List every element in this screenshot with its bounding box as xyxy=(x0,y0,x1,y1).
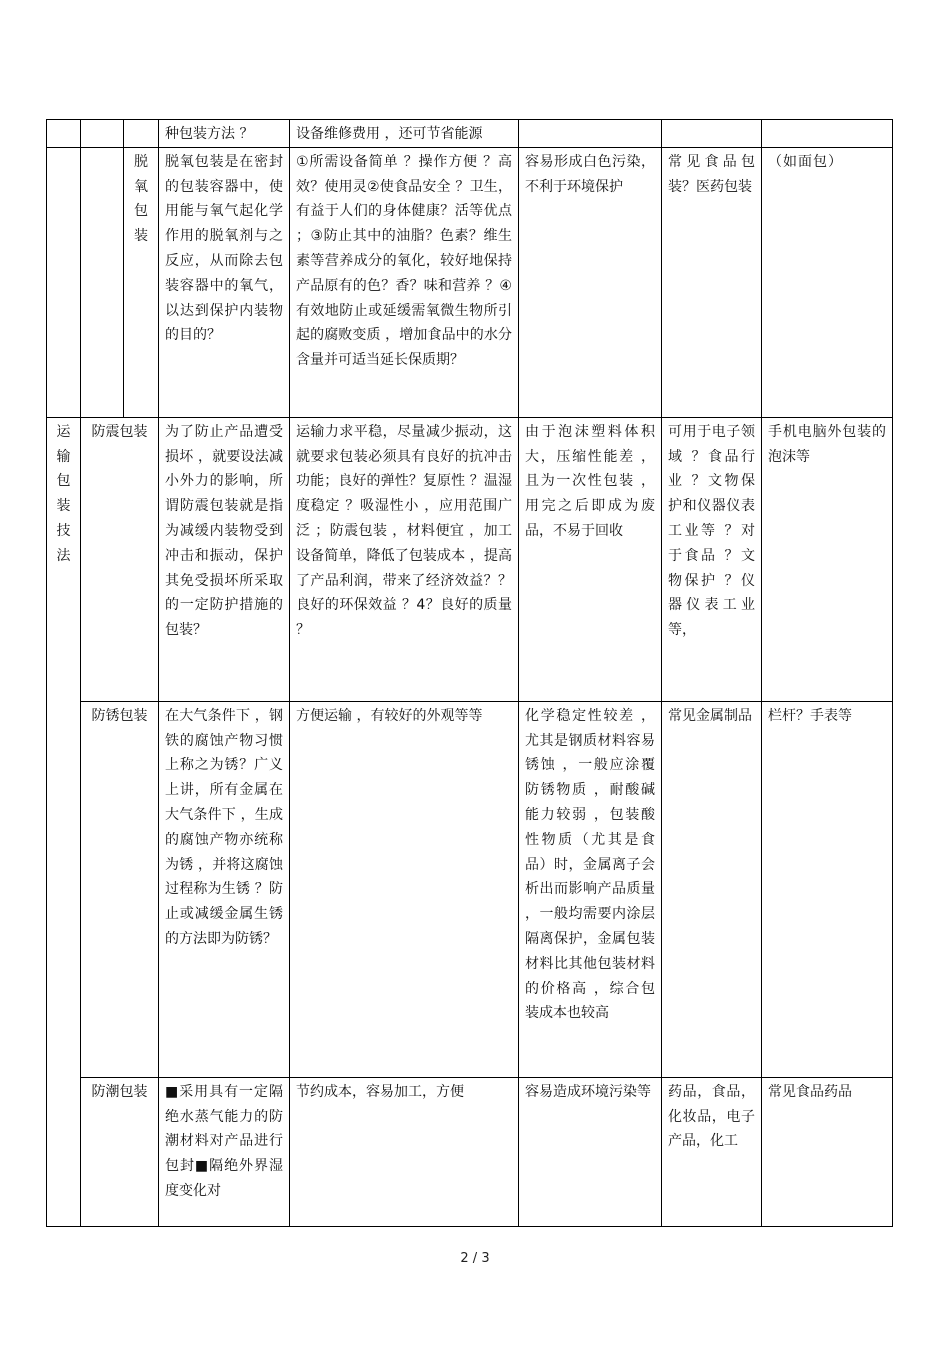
table-row xyxy=(47,417,893,701)
table-row xyxy=(47,1077,893,1226)
disadvantages-cell: 由于泡沫塑料体积大，压缩性能差 ，且为一次性包装 ，用完之后即成为废品，不易于回收 xyxy=(519,417,662,701)
table-cell xyxy=(47,147,81,417)
page-number: 2 / 3 xyxy=(460,1251,490,1266)
method-name-cell xyxy=(124,147,159,417)
disadvantages-cell: 化学稳定性较差 ，尤其是钢质材料容易锈蚀 ，一般应涂覆防锈物质 ，耐酸碱能力较弱 ，包装酸性物质（尤其是食品）时，金属离子会析出而影响产品质量 ，一般均需要内涂层隔离保护，金属包装材料比其他包装材料的价格高 ，综合包装成本也较高 xyxy=(519,701,662,1077)
table-cell xyxy=(519,120,662,148)
disadvantages-cell: 容易形成白色污染，不利于环境保护 xyxy=(519,147,662,417)
disadvantages-cell: 容易造成环境污染等 xyxy=(519,1077,662,1226)
definition-cell: 脱氧包装是在密封的包装容器中，使用能与氧气起化学作用的脱氧剂与之反应，从而除去包装容器中的氧气，以达到保护内装物的目的？ xyxy=(159,147,290,417)
table-cell xyxy=(47,120,81,148)
method-name-cell: 防震包装 xyxy=(81,417,159,701)
application-cell: 常见金属制品 xyxy=(662,701,762,1077)
example-cell: 栏杆？手表等 xyxy=(762,701,893,1077)
application-cell: 常见食品包装？医药包装 xyxy=(662,147,762,417)
table-cell xyxy=(124,120,159,148)
example-cell: 手机电脑外包装的泡沫等 xyxy=(762,417,893,701)
definition-cell: 在大气条件下 ，钢铁的腐蚀产物习惯上称之为锈？广义上讲，所有金属在大气条件下 ，生成的腐蚀产物亦统称为锈 ，并将这腐蚀过程称为生锈 ？防止或减缓金属生锈的方法即为防锈？ xyxy=(159,701,290,1077)
application-cell: 药品，食品，化妆品，电子产品，化工 xyxy=(662,1077,762,1226)
example-cell: （如面包） xyxy=(762,147,893,417)
table-cell xyxy=(662,120,762,148)
table-row xyxy=(47,701,893,1077)
definition-cell: 为了防止产品遭受损坏 ，就要设法减小外力的影响，所谓防震包装就是指为减缓内装物受到冲击和振动，保护其免受损坏所采取的一定防护措施的包装？ xyxy=(159,417,290,701)
advantages-cell: 方便运输 ，有较好的外观等等 xyxy=(290,701,519,1077)
method-name-cell: 防潮包装 xyxy=(81,1077,159,1226)
definition-cell: ■采用具有一定隔绝水蒸气能力的防潮材料对产品进行包封■隔绝外界湿度变化对 xyxy=(159,1077,290,1226)
table-cell: 种包装方法 ？ xyxy=(159,120,290,148)
application-cell: 可用于电子领域 ？食品行业 ？文物保护和仪器仪表工业等 ？对于食品 ？文物保护 ？仪器仪表工业等， xyxy=(662,417,762,701)
example-cell: 常见食品药品 xyxy=(762,1077,893,1226)
packaging-methods-table xyxy=(46,119,893,1227)
category-name: 运输包装技法 xyxy=(56,423,71,564)
table-row xyxy=(47,120,893,148)
table-cell xyxy=(81,147,124,417)
table-row xyxy=(47,147,893,417)
advantages-cell: 节约成本，容易加工，方便 xyxy=(290,1077,519,1226)
table-cell xyxy=(81,120,124,148)
category-cell xyxy=(47,417,81,1226)
method-name-cell: 防锈包装 xyxy=(81,701,159,1077)
advantages-cell: ①所需设备简单 ？操作方便 ？高效？使用灵②使食品安全 ？卫生，有益于人们的身体健康？活等优点 ；③防止其中的油脂？色素？维生素等营养成分的氧化，较好地保持产品原有的色？香？味和营养 ？④有效地防止或延缓需氧微生物所引起的腐败变质 ，增加食品中的水分含量并可适当延长保质期？ xyxy=(290,147,519,417)
method-name: 脱氧包装 xyxy=(134,153,148,245)
table-cell: 设备维修费用 ，还可节省能源 xyxy=(290,120,519,148)
table-cell xyxy=(762,120,893,148)
advantages-cell: 运输力求平稳，尽量减少振动，这就要求包装必须具有良好的抗冲击功能；良好的弹性？复原性 ？温湿度稳定 ？吸湿性小 ，应用范围广泛 ；防震包装 ，材料便宜 ，加工设备简单，降低了包装成本 ，提高了产品利润，带来了经济效益？？良好的环保效益 ？4？良好的质量 ？ xyxy=(290,417,519,701)
